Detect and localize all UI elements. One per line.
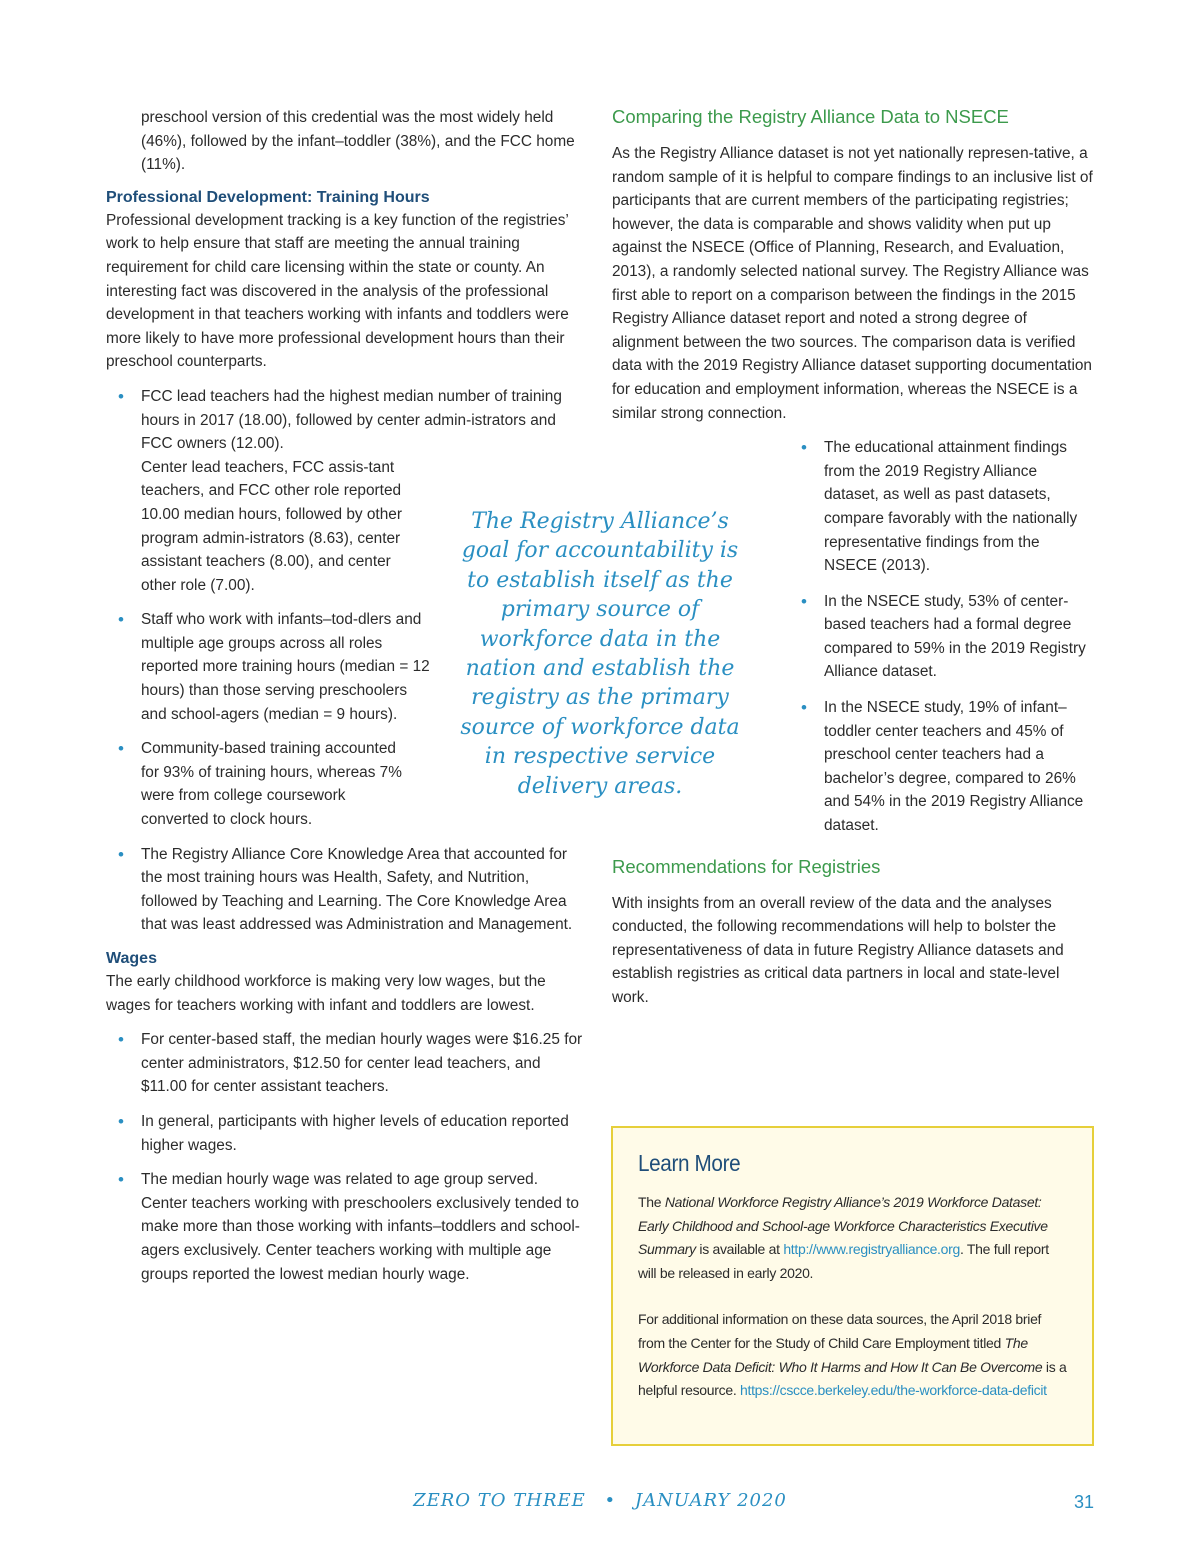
comparing-bullet: • In the NSECE study, 19% of infant–toddler center teachers and 45% of preschool center teachers had a bachelor’s degree, compared to 26% and 54% in the 2019 Registry Alliance dataset.: [789, 696, 1096, 838]
pull-quote: The Registry Alliance’s goal for accountability is to establish itself as the primary source of workforce data in the nation and establish the registry as the primary source of workforce data in respective service delivery areas.: [460, 509, 740, 799]
right-column: [612, 104, 1096, 1010]
learn-more-paragraph-1: The National Workforce Registry Alliance’s 2019 Workforce Dataset: Early Childhood and School-age Workforce Characteristics Executive Summary is available at http://www.registryalliance.org. The full report will be released in early 2020.: [638, 1194, 1049, 1281]
wages-heading: Wages: [106, 950, 157, 967]
footer: [0, 1490, 1200, 1511]
comparing-bullet: • The educational attainment findings from the 2019 Registry Alliance dataset, as well as past datasets, compare favorably with the nationally representative findings from the NSECE (2013).: [789, 436, 1096, 578]
learn-more-box: [611, 1126, 1094, 1446]
footer-date: JANUARY 2020: [634, 1490, 787, 1511]
registry-alliance-link[interactable]: http://www.registryalliance.org: [783, 1241, 960, 1258]
wages-bullet-list: [106, 1028, 586, 1286]
wages-bullet: • For center-based staff, the median hourly wages were $16.25 for center administrators, $12.50 for center lead teachers, and $11.00 for center assistant teachers.: [106, 1028, 586, 1099]
learn-more-title: Learn More: [638, 1150, 741, 1176]
comparing-bullet: • In the NSECE study, 53% of center-based teachers had a formal degree compared to 59% in the 2019 Registry Alliance dataset.: [789, 590, 1096, 684]
dataset-title: National Workforce Registry Alliance’s 2019 Workforce Dataset: Early Childhood and School-age Workforce Characteristics Executive Summary: [638, 1194, 1048, 1258]
training-bullet: Center lead teachers, FCC assis-tant teachers, and FCC other role reported 10.00 median hours, followed by other program admin-istrators (8.63), center assistant teachers (8.00), and center other role (7.00).: [141, 458, 402, 594]
wages-paragraph: The early childhood workforce is making very low wages, but the wages for teachers working with infant and toddlers are lowest.: [106, 973, 546, 1014]
cscce-link[interactable]: https://cscce.berkeley.edu/the-workforce-data-deficit: [740, 1382, 1047, 1399]
comparing-bullet-list: [789, 436, 1096, 838]
training-bullet: • The Registry Alliance Core Knowledge Area that accounted for the most training hours was Health, Safety, and Nutrition, followed by Teaching and Learning. The Core Knowledge Area that was least addressed was Administration and Management.: [106, 843, 586, 937]
footer-separator: •: [604, 1490, 617, 1511]
training-bullet: • Community-based training accounted for 93% of training hours, whereas 7% were from college coursework converted to clock hours.: [106, 737, 411, 831]
training-bullet: • FCC lead teachers had the highest median number of training hours in 2017 (18.00), followed by center admin-istrators and FCC owners (12.00).: [106, 385, 586, 456]
intro-continuation: preschool version of this credential was the most widely held (46%), followed by the infant–toddler (38%), and the FCC home (11%).: [141, 109, 575, 174]
training-bullet: • Staff who work with infants–tod-dlers and multiple age groups across all roles reported more training hours (median = 12 hours) than those serving preschoolers and school-agers (median = 9 hours).: [106, 608, 431, 726]
training-heading: Professional Development: Training Hours: [106, 188, 430, 206]
page-number: 31: [1073, 1492, 1094, 1512]
wages-bullet: • The median hourly wage was related to age group served. Center teachers working with preschoolers exclusively tended to make more than those working with infants–toddlers and school-agers exclusively. Center teachers working with multiple age groups reported the lowest median hourly wage.: [106, 1168, 586, 1286]
wages-bullet: • In general, participants with higher levels of education reported higher wages.: [106, 1110, 586, 1157]
recommendations-paragraph: With insights from an overall review of the data and the analyses conducted, the following recommendations will help to bolster the representativeness of data in future Registry Alliance datasets and establish registries as critical data partners in local and state-level work.: [612, 894, 1064, 1006]
comparing-heading: Comparing the Registry Alliance Data to NSECE: [612, 106, 1009, 127]
training-paragraph: Professional development tracking is a key function of the registries’ work to help ensure that staff are meeting the annual training requirement for child care licensing within the state or county. An interesting fact was discovered in the analysis of the professional development in that teachers working with infants and toddlers were more likely to have more professional development hours than their preschool counterparts.: [106, 211, 569, 371]
learn-more-paragraph-2: For additional information on these data sources, the April 2018 brief from the Center for the Study of Child Care Employment titled The Workforce Data Deficit: Who It Harms and How It Can Be Overcome is a helpful resource. https://cscce.berkeley.edu/the-workforce-data-deficit: [638, 1311, 1067, 1399]
comparing-paragraph: As the Registry Alliance dataset is not yet nationally represen-tative, a random sample of it is helpful to compare findings to an inclusive list of participants that are current members of the participating registries; however, the data is comparable and shows validity when put up against the NSECE (Office of Planning, Research, and Evaluation, 2013), a randomly selected national survey. The Registry Alliance was first able to report on a comparison between the findings in the 2015 Registry Alliance dataset report and noted a strong degree of alignment between the two sources. The comparison data is verified data with the 2019 Registry Alliance dataset supporting documentation for education and employment information, whereas the NSECE is a similar strong connection.: [612, 145, 1093, 422]
footer-publication: ZERO TO THREE: [413, 1490, 586, 1511]
brief-title: The Workforce Data Deficit: Who It Harms and How It Can Be Overcome: [638, 1334, 1043, 1375]
recommendations-heading: Recommendations for Registries: [612, 855, 881, 877]
